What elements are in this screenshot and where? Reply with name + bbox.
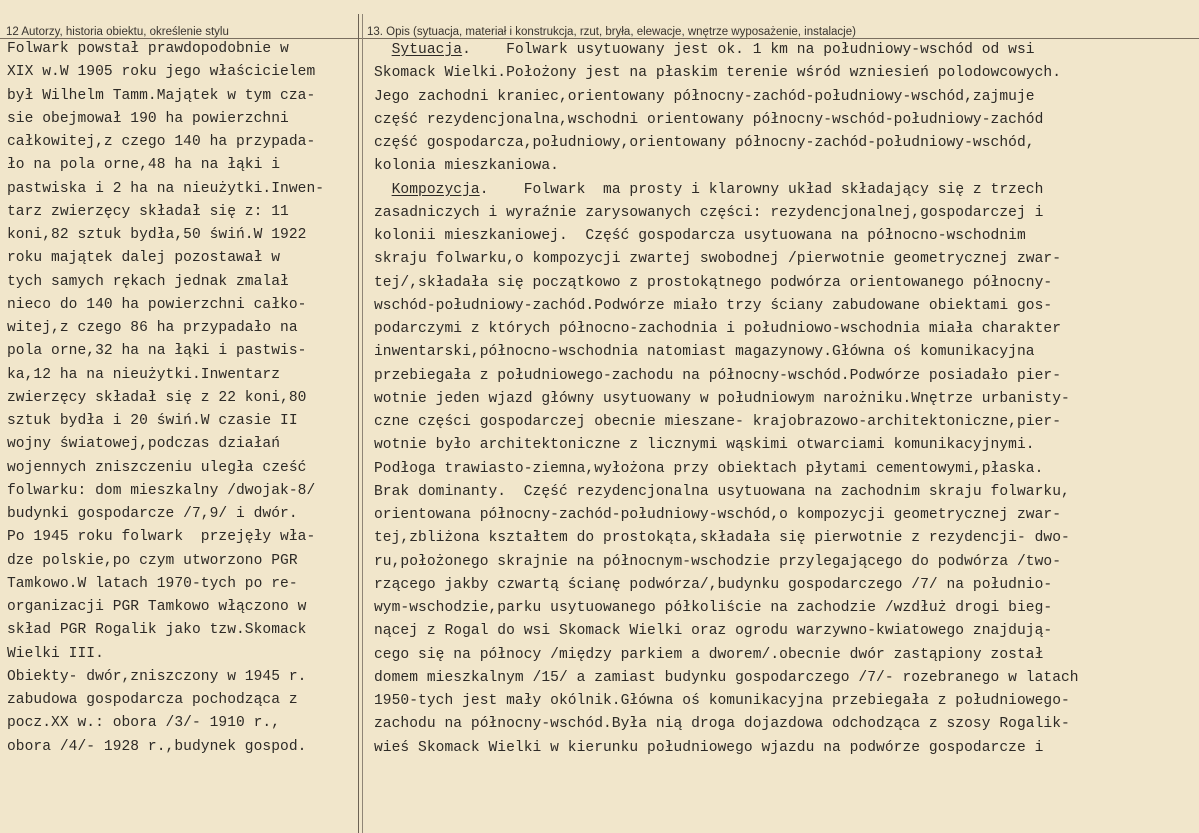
description-text: Jego zachodni kraniec,orientowany północny-zachód-południowy-wschód,zajmuje xyxy=(374,88,1035,105)
history-line: Tamkowo.W latach 1970-tych po re- xyxy=(7,575,298,592)
description-line xyxy=(374,481,1079,504)
description-line xyxy=(374,341,1079,364)
description-line xyxy=(374,551,1079,574)
history-line: pocz.XX w.: obora /3/- 1910 r., xyxy=(7,715,281,732)
history-line: organizacji PGR Tamkowo włączono w xyxy=(7,599,307,615)
history-line: folwarku: dom mieszkalny /dwojak-8/ xyxy=(7,482,316,499)
description-text: Podłoga trawiasto-ziemna,wyłożona przy obiektach płytami cementowymi,płaska. xyxy=(374,460,1044,477)
description-line xyxy=(374,527,1079,550)
description-line xyxy=(374,411,1079,434)
description-line xyxy=(374,434,1079,457)
description-line xyxy=(374,295,1079,318)
description-line xyxy=(374,667,1079,690)
description-column xyxy=(374,39,1079,760)
description-line xyxy=(374,458,1079,481)
column-divider xyxy=(358,14,359,833)
history-line: obora /4/- 1928 r.,budynek gospod. xyxy=(7,738,307,755)
description-line xyxy=(374,202,1079,225)
description-line xyxy=(374,365,1079,388)
description-text: podarczymi z których północno-zachodnia i południowo-wschodnia miała charakter xyxy=(374,321,1061,337)
description-text: nącej z Rogal do wsi Skomack Wielki oraz ogrodu warzywno-kwiatowego znajdują- xyxy=(374,623,1053,640)
description-text: orientowana północny-zachód-południowy-wschód,o kompozycji geometrycznej zwar- xyxy=(374,507,1061,523)
description-line xyxy=(374,248,1079,271)
history-line: budynki gospodarcze /7,9/ i dwór. xyxy=(7,506,298,522)
description-text: ru,położonego skrajnie na północnym-wschodzie przylegającego do podwórza /two- xyxy=(374,553,1061,570)
description-line xyxy=(374,713,1079,736)
description-text: wotnie było architektoniczne z licznymi wąskimi otwarciami komunikacyjnymi. xyxy=(374,437,1035,454)
description-text: rzącego jakby czwartą ścianę podwórza/,budynku gospodarczego /7/ na południo- xyxy=(374,576,1053,593)
section-heading-underlined: Sytuacja xyxy=(391,42,463,58)
history-line: był Wilhelm Tamm.Majątek w tym cza- xyxy=(7,87,316,104)
description-line xyxy=(374,644,1079,667)
description-line xyxy=(374,690,1079,713)
history-line: zabudowa gospodarcza pochodząca z xyxy=(7,692,298,708)
history-line: Wielki III. xyxy=(7,645,104,662)
history-line: zwierzęcy składał się z 22 koni,80 xyxy=(7,389,307,406)
history-line: wojennych zniszczeniu uległa cześć xyxy=(7,459,307,476)
description-text: tej,zbliżona kształtem do prostokąta,składała się pierwotnie z rezydencji- dwo- xyxy=(374,530,1070,547)
history-line: tarz zwierzęcy składał się z: 11 xyxy=(7,203,289,220)
history-line: roku majątek dalej pozostawał w xyxy=(7,250,281,267)
history-line: ło na pola orne,48 ha na łąki i xyxy=(7,157,281,174)
description-line xyxy=(374,179,1079,202)
history-line: pastwiska i 2 ha na nieużytki.Inwen- xyxy=(7,180,325,197)
description-text: przebiegała z południowego-zachodu na północny-wschód.Podwórze posiadało pier- xyxy=(374,367,1061,384)
description-line xyxy=(374,597,1079,620)
section-13-heading: 13. Opis (sytuacja, materiał i konstrukcja, rzut, bryła, elewacje, wnętrze wyposażenie, instalacje) xyxy=(367,26,856,38)
description-text: kolonii mieszkaniowej. Część gospodarcza usytuowana na północno-wschodnim xyxy=(374,228,1026,244)
description-line xyxy=(374,504,1079,527)
history-line: pola orne,32 ha na łąki i pastwis- xyxy=(7,343,307,360)
description-line xyxy=(374,225,1079,248)
history-line: Po 1945 roku folwark przejęły wła- xyxy=(7,529,316,546)
history-column xyxy=(7,38,324,759)
description-text: inwentarski,północno-wschodnia natomiast magazynowy.Główna oś komunikacyjna xyxy=(374,344,1035,361)
description-line xyxy=(374,318,1079,341)
description-line xyxy=(374,574,1079,597)
description-line xyxy=(374,737,1079,760)
history-line: Obiekty- dwór,zniszczony w 1945 r. xyxy=(7,668,307,685)
history-line: witej,z czego 86 ha przypadało na xyxy=(7,320,298,336)
section-12-heading: 12 Autorzy, historia obiektu, określenie stylu xyxy=(6,26,229,38)
description-text: część gospodarcza,południowy,orientowany północny-zachód-południowy-wschód, xyxy=(374,135,1035,151)
description-line xyxy=(374,272,1079,295)
description-line xyxy=(374,109,1079,132)
history-line: XIX w.W 1905 roku jego właścicielem xyxy=(7,64,316,81)
description-text: czne części gospodarczej obecnie mieszane- krajobrazowo-architektoniczne,pier- xyxy=(374,414,1061,430)
description-line xyxy=(374,86,1079,109)
description-text: zasadniczych i wyraźnie zarysowanych części: rezydencjonalnej,gospodarczej i xyxy=(374,204,1044,221)
description-line xyxy=(374,620,1079,643)
description-line xyxy=(374,62,1079,85)
description-text: . Folwark usytuowany jest ok. 1 km na południowy-wschód od wsi xyxy=(462,42,1035,58)
description-text: tej/,składała się początkowo z prostokątnego podwórza orientowanego północny- xyxy=(374,274,1053,291)
description-text: skraju folwarku,o kompozycji zwartej swobodnej /pierwotnie geometrycznej zwar- xyxy=(374,251,1061,268)
history-line: wojny światowej,podczas działań xyxy=(7,436,281,453)
history-line: koni,82 sztuk bydła,50 świń.W 1922 xyxy=(7,227,307,243)
section-heading-underlined: Kompozycja xyxy=(391,181,480,198)
description-text: część rezydencjonalna,wschodni orientowany północny-wschód-południowy-zachód xyxy=(374,111,1044,128)
description-text: wieś Skomack Wielki w kierunku południowego wjazdu na podwórze gospodarcze i xyxy=(374,739,1044,756)
description-text: 1950-tych jest mały okólnik.Główna oś komunikacyjna przebiegała z południowego- xyxy=(374,693,1070,709)
column-divider-inner xyxy=(362,14,363,833)
history-line: skład PGR Rogalik jako tzw.Skomack xyxy=(7,622,307,639)
history-line: sztuk bydła i 20 świń.W czasie II xyxy=(7,413,298,429)
history-line: nieco do 140 ha powierzchni całko- xyxy=(7,296,307,313)
description-text: Brak dominanty. Część rezydencjonalna usytuowana na zachodnim skraju folwarku, xyxy=(374,483,1070,500)
history-line: dze polskie,po czym utworzono PGR xyxy=(7,552,298,569)
history-line: całkowitej,z czego 140 ha przypada- xyxy=(7,134,316,150)
description-text: Skomack Wielki.Położony jest na płaskim terenie wśród wzniesień polodowcowych. xyxy=(374,65,1061,82)
history-line: Folwark powstał prawdopodobnie w xyxy=(7,41,289,57)
history-line: tych samych rękach jednak zmalał xyxy=(7,273,289,290)
history-line: sie obejmował 190 ha powierzchni xyxy=(7,110,289,127)
description-line xyxy=(374,155,1079,178)
description-text: domem mieszkalnym /15/ a zamiast budynku gospodarczego /7/- rozebranego w latach xyxy=(374,669,1079,686)
description-text: wym-wschodzie,parku usytuowanego półkoliście na zachodzie /wzdłuż drogi bieg- xyxy=(374,600,1053,616)
description-text: cego się na północy /między parkiem a dworem/.obecnie dwór zastąpiony został xyxy=(374,646,1044,663)
description-text: wotnie jeden wjazd główny usytuowany w południowym narożniku.Wnętrze urbanisty- xyxy=(374,390,1070,407)
description-line xyxy=(374,132,1079,155)
description-text: wschód-południowy-zachód.Podwórze miało trzy ściany zabudowane obiektami gos- xyxy=(374,297,1053,314)
description-line xyxy=(374,39,1079,62)
history-line: ka,12 ha na nieużytki.Inwentarz xyxy=(7,366,281,383)
description-text: zachodu na północny-wschód.Była nią droga dojazdowa odchodząca z szosy Rogalik- xyxy=(374,716,1070,733)
description-text: . Folwark ma prosty i klarowny układ składający się z trzech xyxy=(479,181,1044,198)
description-line xyxy=(374,388,1079,411)
description-text: kolonia mieszkaniowa. xyxy=(374,158,559,175)
